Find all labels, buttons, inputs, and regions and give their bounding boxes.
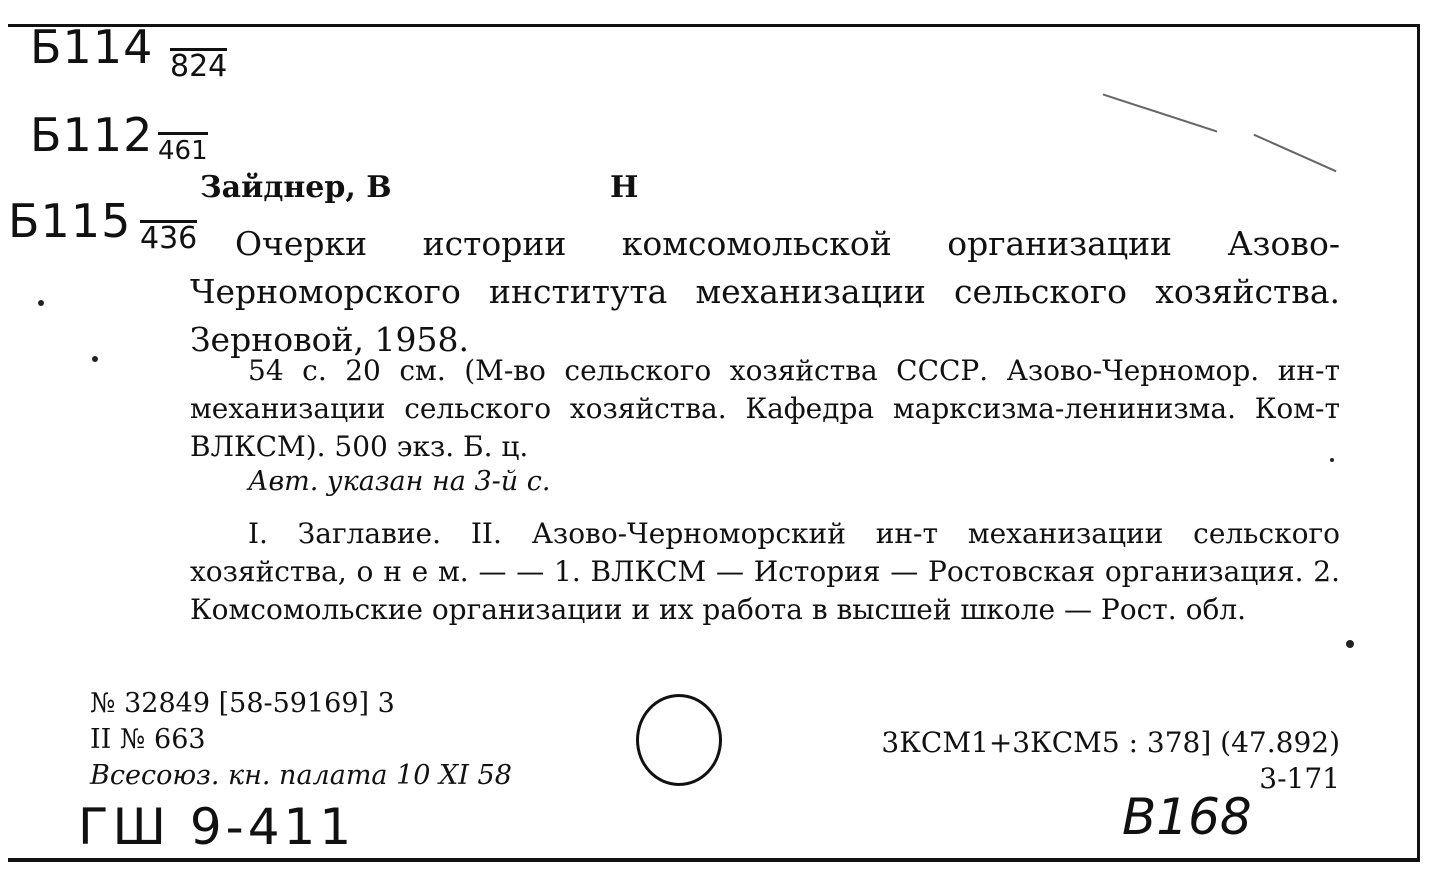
scan-speck [1346,640,1354,648]
chamber-date: Всесоюз. кн. палата 10 XI 58 [90,760,512,791]
scan-speck [38,300,44,306]
author-name: Зайднер, В [200,170,392,205]
scan-speck [92,356,98,362]
shelf-mark-1: Б114 824 [30,20,228,84]
scan-speck [1330,458,1334,462]
subject-tracings: I. Заглавие. II. Азово-Черноморский ин-т механизации сельского хозяйства, о н е м. — — 1. ВЛКСМ — История — Ростовская организация. 2. Комсомольские организации и их работа в высшей школе — Рост. обл. [190,517,1340,626]
registry-number: № 32849 [58-59169] 3 [90,688,395,719]
stamp-circle [636,694,722,786]
author-note: Авт. указан на 3-й с. [248,466,551,497]
book-title: Очерки истории комсомольской организации Азово-Черноморского института механизации сельского хозяйства. Зерновой, 1958. [190,224,1340,359]
handwritten-inventory: ГШ 9-411 [78,798,356,856]
classification-index: 3КСМ1+3КСМ5 : 378] (47.892) [881,726,1340,759]
inventory-number: II № 663 [90,724,206,755]
handwritten-code: В168 [1122,788,1252,846]
shelf-mark-2: Б112 461 [30,108,208,166]
author-initial: Н [610,170,639,205]
shelf-mark-3: Б115 436 [8,194,198,256]
author-mark: 3-171 [1259,762,1340,795]
collation: 54 с. 20 см. (М-во сельского хозяйства СССР. Азово-Черномор. ин-т механизации сельского хозяйства. Кафедра марксизма-ленинизма. Ком-т ВЛКСМ). 500 экз. Б. ц. [190,354,1340,463]
